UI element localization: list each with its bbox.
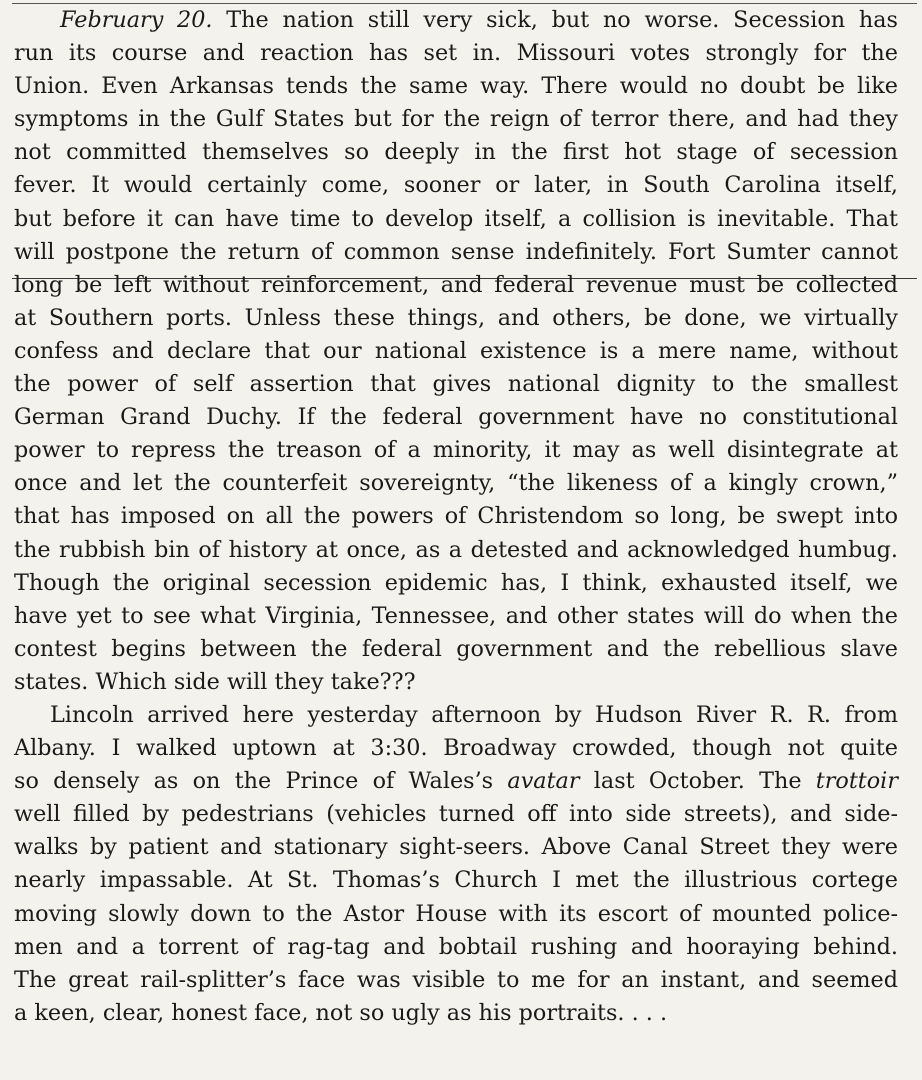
text-segment: men and a torrent of rag-tag and bobtail rushing and hooraying behind. (14, 933, 898, 960)
text-line (14, 203, 898, 236)
italic-text: trottoir (815, 768, 898, 795)
text-line (14, 103, 898, 136)
text-segment: power to repress the treason of a minority, it may as well disintegrate at (14, 437, 898, 464)
italic-text: avatar (507, 768, 580, 795)
text-segment: The nation still very sick, but no worse. Secession has (212, 7, 898, 33)
text-line (14, 964, 898, 997)
text-segment: confess and declare that our national existence is a mere name, without (14, 337, 898, 364)
text-segment: contest begins between the federal government and the rebellious slave (14, 635, 898, 662)
text-segment: at Southern ports. Unless these things, and others, be done, we virtually (14, 304, 898, 331)
diary-entry (14, 4, 898, 1030)
text-line (14, 467, 898, 500)
text-segment: but before it can have time to develop itself, a collision is inevitable. That (14, 205, 898, 232)
text-segment: nearly impassable. At St. Thomas’s Church I met the illustrious cortege (14, 867, 898, 894)
text-line (14, 302, 898, 335)
text-segment: well filled by pedestrians (vehicles turned off into side streets), and side- (14, 801, 898, 828)
text-line (14, 434, 898, 467)
text-segment: not committed themselves so deeply in the first hot stage of secession (14, 139, 898, 166)
text-line (14, 831, 898, 864)
text-line (14, 997, 898, 1030)
text-segment: fever. It would certainly come, sooner or later, in South Carolina itself, (14, 172, 898, 199)
text-segment: Though the original secession epidemic has, I think, exhausted itself, we (14, 569, 898, 596)
text-line (14, 401, 898, 434)
text-segment: a keen, clear, honest face, not so ugly as his portraits. . . . (14, 999, 668, 1026)
text-line (14, 335, 898, 368)
text-line (14, 633, 898, 666)
text-segment: moving slowly down to the Astor House with its escort of mounted police- (14, 900, 898, 927)
text-segment: walks by patient and stationary sight-seers. Above Canal Street they were (14, 834, 898, 861)
text-segment: last October. The (579, 768, 816, 795)
text-line (14, 37, 898, 70)
text-segment: have yet to see what Virginia, Tennessee, and other states will do when the (14, 602, 898, 629)
text-line (14, 931, 898, 964)
text-segment: German Grand Duchy. If the federal government have no constitutional (14, 404, 898, 431)
text-segment: symptoms in the Gulf States but for the reign of terror there, and had they (14, 106, 898, 133)
text-segment: Union. Even Arkansas tends the same way. There would no doubt be like (14, 73, 898, 100)
text-line (14, 666, 898, 699)
text-line (14, 567, 898, 600)
text-segment: so densely as on the Prince of Wales’s (14, 768, 508, 795)
text-line (14, 368, 898, 401)
text-segment: once and let the counterfeit sovereignty, “the likeness of a kingly crown,” (14, 470, 898, 497)
text-line (14, 798, 898, 831)
text-line (14, 534, 898, 567)
text-segment: Albany. I walked uptown at 3:30. Broadway crowded, though not quite (14, 735, 898, 762)
text-line (14, 236, 898, 269)
text-segment: Lincoln arrived here yesterday afternoon by Hudson River R. R. from (50, 701, 898, 728)
text-line (14, 4, 898, 37)
text-segment: The great rail-splitter’s face was visible to me for an instant, and seemed (14, 966, 898, 993)
text-line (14, 600, 898, 633)
text-segment: the power of self assertion that gives national dignity to the smallest (14, 371, 898, 398)
text-line (14, 732, 898, 765)
text-segment: the rubbish bin of history at once, as a detested and acknowledged humbug. (14, 536, 898, 563)
text-segment: that has imposed on all the powers of Christendom so long, be swept into (14, 503, 898, 530)
text-line (14, 269, 898, 302)
text-segment: long be left without reinforcement, and federal revenue must be collected (14, 271, 898, 298)
text-segment: run its course and reaction has set in. Missouri votes strongly for the (14, 40, 898, 67)
text-line (14, 500, 898, 533)
text-line (14, 898, 898, 931)
text-segment: states. Which side will they take??? (14, 668, 416, 695)
text-segment: will postpone the return of common sense indefinitely. Fort Sumter cannot (14, 238, 898, 265)
italic-text: February 20. (60, 7, 213, 33)
text-line (14, 765, 898, 798)
text-line (14, 136, 898, 169)
text-line (14, 70, 898, 103)
text-line (14, 699, 898, 732)
text-line (14, 864, 898, 897)
text-line (14, 169, 898, 202)
